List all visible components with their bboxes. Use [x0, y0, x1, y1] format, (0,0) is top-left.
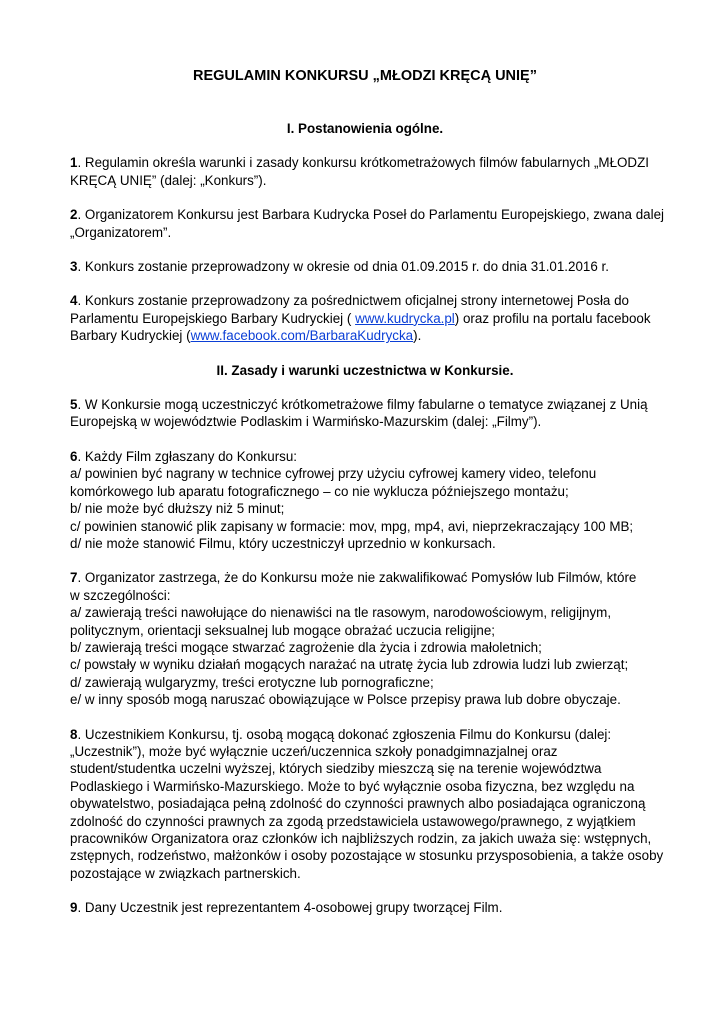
paragraph-text: Konkurs zostanie przeprowadzony w okresie od dnia 01.09.2015 r. do dnia 31.01.2016 r. — [84, 259, 609, 275]
paragraph-line: „Uczestnik”), może być wyłącznie uczeń/uczennica szkoły ponadgimnazjalnej oraz — [70, 743, 558, 759]
kudrycka-website-link[interactable]: www.kudrycka.pl — [355, 310, 455, 326]
paragraph-text: W Konkursie mogą uczestniczyć krótkometrażowe filmy fabularne o tematyce związanej z Unią — [84, 397, 648, 413]
paragraph-line: 9. Dany Uczestnik jest reprezentantem 4-osobowej grupy tworzącej Film. — [70, 900, 503, 916]
paragraph-text: Konkurs zostanie przeprowadzony za pośrednictwem oficjalnej strony internetowej Posła do — [84, 293, 629, 309]
paragraph-9 — [70, 899, 660, 916]
paragraph-1 — [70, 154, 660, 189]
paragraph-number: 8 — [70, 726, 78, 742]
paragraph-line: c/ powinien stanowić plik zapisany w formacie: mov, mpg, mp4, avi, nieprzekraczający 100 MB; — [70, 518, 634, 534]
paragraph-number: 1 — [70, 155, 78, 171]
paragraph-line: obywatelstwo, posiadająca pełną zdolność do czynności prawnych albo posiadająca ograniczoną — [70, 796, 646, 812]
paragraph-3 — [70, 258, 660, 275]
paragraph-number: 3 — [70, 259, 78, 275]
paragraph-line: 2. Organizatorem Konkursu jest Barbara Kudrycka Poseł do Parlamentu Europejskiego, zwana dalej — [70, 207, 664, 223]
paragraph-text: Dany Uczestnik jest reprezentantem 4-osobowej grupy tworzącej Film. — [84, 900, 503, 916]
section-title: II. Zasady i warunki uczestnictwa w Konkursie. — [216, 362, 514, 378]
paragraph-6 — [70, 448, 660, 552]
paragraph-line: 8. Uczestnikiem Konkursu, tj. osobą mogącą dokonać zgłoszenia Filmu do Konkursu (dalej: — [70, 726, 612, 742]
paragraph-4 — [70, 292, 660, 344]
paragraph-7 — [70, 569, 660, 708]
paragraph-line: 1. Regulamin określa warunki i zasady konkursu krótkometrażowych filmów fabularnych „MŁODZI — [70, 155, 650, 171]
paragraph-number: 4 — [70, 293, 78, 309]
section-title: I. Postanowienia ogólne. — [286, 121, 444, 136]
document-page — [70, 67, 664, 934]
paragraph-number: 9 — [70, 900, 78, 916]
paragraph-line: politycznym, orientacji seksualnej lub mogące obrażać uczucia religijne; — [70, 622, 495, 638]
paragraph-line: zdolność do czynności prawnych za zgodą przedstawiciela ustawowego/prawnego, z wyjątkiem — [70, 813, 636, 829]
paragraph-line — [70, 310, 660, 327]
paragraph-text: Organizator zastrzega, że do Konkursu może nie zakwalifikować Pomysłów lub Filmów, które — [84, 570, 637, 586]
paragraph-line: KRĘCĄ UNIĘ” (dalej: „Konkurs”). — [70, 172, 267, 188]
paragraph-line: b/ zawierają treści mogące stwarzać zagrożenie dla życia i zdrowia małoletnich; — [70, 639, 542, 655]
paragraph-line: student/studentka uczelni wyższej, których siedziby mieszczą się na terenie województwa — [70, 761, 602, 777]
paragraph-line: c/ powstały w wyniku działań mogących narażać na utratę życia lub zdrowia ludzi lub zwierząt; — [70, 657, 629, 673]
document-title: REGULAMIN KONKURSU „MŁODZI KRĘCĄ UNIĘ” — [193, 68, 537, 84]
paragraph-number: 2 — [70, 207, 78, 223]
paragraph-line: pracowników Organizatora oraz członków ich najbliższych rodzin, za jakich uważa się: wstępnych, — [70, 831, 652, 846]
paragraph-line: e/ w inny sposób mogą naruszać obowiązujące w Polsce przepisy prawa lub dobre obyczaje. — [70, 692, 621, 708]
paragraph-text: Barbary Kudryckiej ( — [70, 328, 191, 344]
paragraph-line: b/ nie może być dłuższy niż 5 minut; — [70, 501, 285, 517]
paragraph-line: w szczególności: — [70, 587, 171, 603]
facebook-profile-link[interactable]: www.facebook.com/BarbaraKudrycka — [190, 328, 414, 344]
paragraph-text: Parlamentu Europejskiego Barbary Kudryckiej ( — [70, 310, 356, 326]
paragraph-5 — [70, 396, 660, 431]
paragraph-text: Regulamin określa warunki i zasady konkursu krótkometrażowych filmów fabularnych „MŁODZI — [84, 155, 650, 171]
paragraph-line: pozostające w związkach partnerskich. — [70, 865, 301, 881]
paragraph-text: ). — [413, 328, 422, 344]
paragraph-line: d/ nie może stanowić Filmu, który uczestniczył uprzednio w konkursach. — [70, 535, 496, 551]
paragraph-line: a/ powinien być nagrany w technice cyfrowej przy użyciu cyfrowej kamery video, telefonu — [70, 466, 597, 482]
paragraph-2 — [70, 206, 664, 241]
paragraph-line: zstępnych, rodzeństwo, małżonków i osoby pozostające w stosunku przysposobienia, a także osoby — [70, 848, 664, 864]
paragraph-line: a/ zawierają treści nawołujące do nienawiści na tle rasowym, narodowościowym, religijnym, — [70, 605, 612, 621]
paragraph-text: Organizatorem Konkursu jest Barbara Kudrycka Poseł do Parlamentu Europejskiego, zwana dalej — [84, 207, 664, 223]
paragraph-8 — [70, 726, 664, 883]
paragraph-line: 4. Konkurs zostanie przeprowadzony za pośrednictwem oficjalnej strony internetowej Posła do — [70, 293, 629, 309]
paragraph-line: 6. Każdy Film zgłaszany do Konkursu: — [70, 448, 298, 464]
paragraph-line: 3. Konkurs zostanie przeprowadzony w okresie od dnia 01.09.2015 r. do dnia 31.01.2016 r. — [70, 259, 609, 275]
paragraph-line: 7. Organizator zastrzega, że do Konkursu może nie zakwalifikować Pomysłów lub Filmów, które — [70, 570, 637, 586]
paragraph-number: 6 — [70, 448, 78, 464]
paragraph-text: ) oraz profilu na portalu facebook — [454, 310, 651, 326]
paragraph-number: 7 — [70, 570, 78, 586]
paragraph-number: 5 — [70, 397, 78, 413]
paragraph-line: „Organizatorem”. — [70, 224, 172, 240]
paragraph-line: 5. W Konkursie mogą uczestniczyć krótkometrażowe filmy fabularne o tematyce związanej z Unią — [70, 397, 648, 413]
paragraph-line: Podlaskiego i Warmińsko-Mazurskiego. Może to być wyłącznie osoba fizyczna, bez względu na — [70, 778, 635, 794]
paragraph-line: d/ zawierają wulgaryzmy, treści erotyczne lub pornograficzne; — [70, 674, 434, 690]
paragraph-text: Każdy Film zgłaszany do Konkursu: — [84, 448, 298, 464]
paragraph-line — [70, 327, 660, 344]
paragraph-line: komórkowego lub aparatu fotograficznego – co nie wyklucza późniejszego montażu; — [70, 483, 569, 499]
paragraph-line: Europejską w województwie Podlaskim i Warmińsko-Mazurskim (dalej: „Filmy”). — [70, 414, 542, 430]
paragraph-text: Uczestnikiem Konkursu, tj. osobą mogącą dokonać zgłoszenia Filmu do Konkursu (dalej: — [84, 726, 612, 742]
